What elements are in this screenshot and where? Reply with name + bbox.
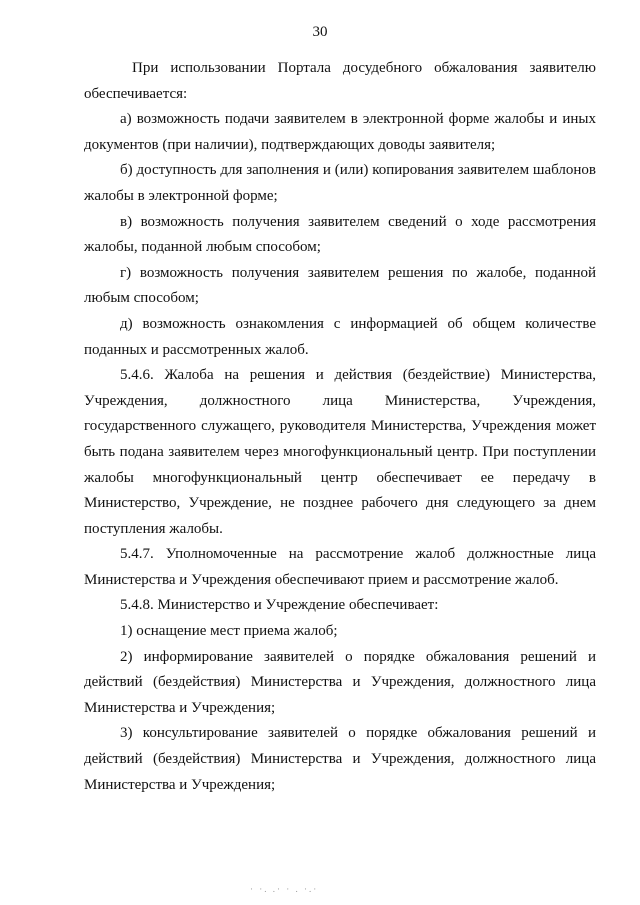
- paragraph-item-g: г) возможность получения заявителем решения по жалобе, поданной любым способом;: [84, 264, 596, 307]
- paragraph-5-4-8: 5.4.8. Министерство и Учреждение обеспечивает:: [120, 597, 439, 614]
- paragraph-item-2: 2) информирование заявителей о порядке обжалования решений и действий (бездействия) Министерства и Учреждения, должностного лица Министерства и Учреждения;: [84, 648, 596, 716]
- paragraph-item-d: д) возможность ознакомления с информацией об общем количестве поданных и рассмотренных жалоб.: [84, 315, 596, 358]
- scan-noise: · ·. .· · . ·.·: [250, 884, 319, 894]
- paragraph-5-4-7: 5.4.7. Уполномоченные на рассмотрение жалоб должностные лица Министерства и Учреждения обеспечивают прием и рассмотрение жалоб.: [84, 546, 596, 588]
- paragraph-item-v: в) возможность получения заявителем сведений о ходе рассмотрения жалобы, поданной любым способом;: [84, 213, 596, 256]
- document-body: [84, 56, 596, 798]
- paragraph-item-3: 3) консультирование заявителей о порядке обжалования решений и действий (бездействия) Министерства и Учреждения, должностного лица Министерства и Учреждения;: [84, 725, 596, 793]
- page-number: 30: [312, 24, 328, 40]
- paragraph-5-4-6: 5.4.6. Жалоба на решения и действия (бездействие) Министерства, Учреждения, должностного лица Министерства, Учреждения, государственного служащего, руководителя Министерства, Учреждения может быть подана заявителем через многофункциональный центр. При поступлении жалобы многофункциональный центр обеспечивает ее передачу в Министерство, Учреждение, не позднее рабочего дня следующего за днем поступления жалобы.: [84, 367, 596, 537]
- paragraph-item-b: б) доступность для заполнения и (или) копирования заявителем шаблонов жалобы в электронной форме;: [84, 162, 596, 204]
- paragraph-item-1: 1) оснащение мест приема жалоб;: [120, 623, 338, 640]
- paragraph-intro: При использовании Портала досудебного обжалования заявителю обеспечивается:: [84, 60, 596, 102]
- paragraph-item-a: а) возможность подачи заявителем в электронной форме жалобы и иных документов (при наличии), подтверждающих доводы заявителя;: [84, 111, 596, 153]
